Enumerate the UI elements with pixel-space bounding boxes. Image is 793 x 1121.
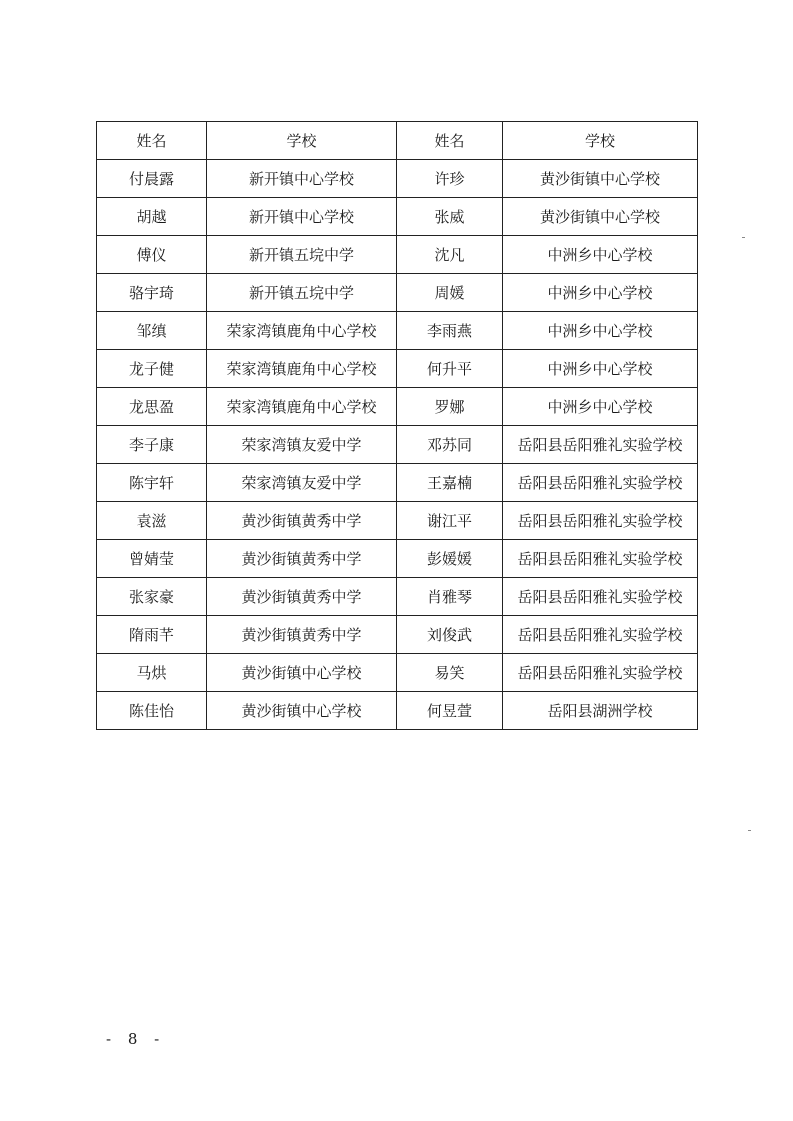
cell-school: 荣家湾镇鹿角中心学校 [207,388,397,426]
table-row [97,236,698,274]
cell-school: 荣家湾镇友爱中学 [207,426,397,464]
cell-school: 岳阳县岳阳雅礼实验学校 [503,540,698,578]
header-school-2: 学校 [503,122,698,160]
cell-name: 袁滋 [97,502,207,540]
cell-name: 隋雨芊 [97,616,207,654]
cell-name: 骆宇琦 [97,274,207,312]
cell-name: 胡越 [97,198,207,236]
table-row [97,350,698,388]
cell-name: 王嘉楠 [397,464,503,502]
cell-name: 龙思盈 [97,388,207,426]
cell-school: 黄沙街镇中心学校 [503,160,698,198]
cell-name: 马烘 [97,654,207,692]
cell-school: 荣家湾镇鹿角中心学校 [207,350,397,388]
cell-name: 龙子健 [97,350,207,388]
cell-name: 许珍 [397,160,503,198]
table-row [97,692,698,730]
table-row [97,388,698,426]
header-name-2: 姓名 [397,122,503,160]
cell-school: 中洲乡中心学校 [503,350,698,388]
cell-name: 张威 [397,198,503,236]
cell-name: 周媛 [397,274,503,312]
cell-name: 邓苏同 [397,426,503,464]
cell-name: 何昱萱 [397,692,503,730]
cell-name: 罗娜 [397,388,503,426]
table-row [97,616,698,654]
header-name-1: 姓名 [97,122,207,160]
cell-school: 中洲乡中心学校 [503,236,698,274]
cell-school: 黄沙街镇黄秀中学 [207,540,397,578]
table-row [97,540,698,578]
cell-school: 荣家湾镇鹿角中心学校 [207,312,397,350]
table-row [97,578,698,616]
table-row [97,274,698,312]
cell-name: 李子康 [97,426,207,464]
page-number: - 8 - [106,1030,166,1048]
header-row [97,122,698,160]
cell-school: 黄沙街镇中心学校 [207,654,397,692]
cell-school: 荣家湾镇友爱中学 [207,464,397,502]
scan-speck [742,237,745,238]
cell-school: 岳阳县岳阳雅礼实验学校 [503,616,698,654]
cell-name: 张家豪 [97,578,207,616]
cell-school: 中洲乡中心学校 [503,388,698,426]
cell-name: 易笑 [397,654,503,692]
cell-name: 陈佳怡 [97,692,207,730]
cell-school: 黄沙街镇黄秀中学 [207,578,397,616]
table-row [97,464,698,502]
cell-name: 邹缜 [97,312,207,350]
cell-name: 李雨燕 [397,312,503,350]
cell-school: 岳阳县岳阳雅礼实验学校 [503,464,698,502]
cell-school: 中洲乡中心学校 [503,274,698,312]
cell-name: 沈凡 [397,236,503,274]
cell-name: 肖雅琴 [397,578,503,616]
table-row [97,312,698,350]
scan-speck [748,830,751,831]
table-row [97,198,698,236]
cell-school: 黄沙街镇中心学校 [503,198,698,236]
cell-school: 岳阳县岳阳雅礼实验学校 [503,578,698,616]
cell-school: 岳阳县湖洲学校 [503,692,698,730]
cell-school: 岳阳县岳阳雅礼实验学校 [503,502,698,540]
roster-table [96,121,698,730]
cell-name: 谢江平 [397,502,503,540]
cell-name: 何升平 [397,350,503,388]
table-row [97,502,698,540]
cell-school: 黄沙街镇中心学校 [207,692,397,730]
cell-school: 黄沙街镇黄秀中学 [207,616,397,654]
cell-name: 傅仪 [97,236,207,274]
cell-school: 岳阳县岳阳雅礼实验学校 [503,654,698,692]
cell-name: 曾婧莹 [97,540,207,578]
cell-school: 新开镇中心学校 [207,160,397,198]
roster-body [97,160,698,730]
cell-school: 黄沙街镇黄秀中学 [207,502,397,540]
cell-school: 新开镇五垸中学 [207,274,397,312]
cell-name: 彭媛媛 [397,540,503,578]
cell-name: 付晨露 [97,160,207,198]
table-row [97,160,698,198]
cell-school: 岳阳县岳阳雅礼实验学校 [503,426,698,464]
table-row [97,654,698,692]
cell-school: 新开镇中心学校 [207,198,397,236]
table-row [97,426,698,464]
cell-school: 新开镇五垸中学 [207,236,397,274]
cell-name: 刘俊武 [397,616,503,654]
header-school-1: 学校 [207,122,397,160]
cell-name: 陈宇轩 [97,464,207,502]
cell-school: 中洲乡中心学校 [503,312,698,350]
